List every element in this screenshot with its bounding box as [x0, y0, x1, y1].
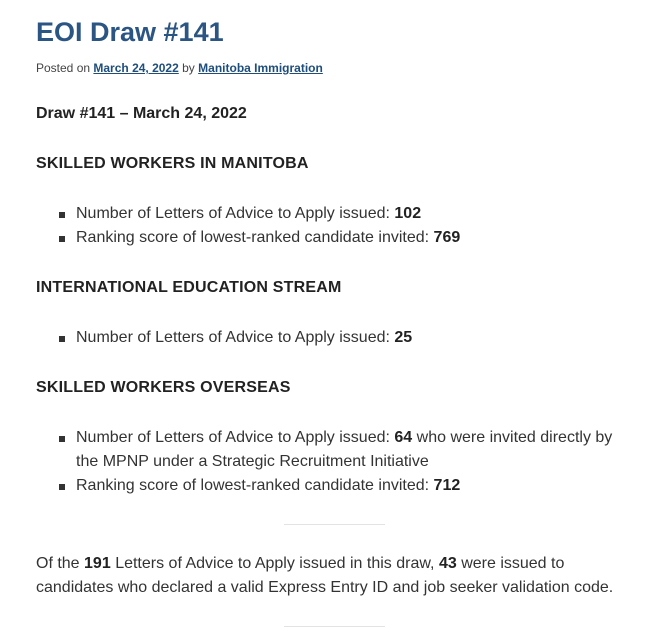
- section-heading-international-education: INTERNATIONAL EDUCATION STREAM: [36, 279, 342, 296]
- summary-part3: were issued to candidates who declared a valid Express Entry ID and job seeker validation code.: [36, 555, 614, 596]
- summary-part1: Of the: [36, 555, 80, 572]
- by-text: by: [182, 61, 195, 75]
- item-label: Ranking score of lowest-ranked candidate invited:: [76, 477, 430, 494]
- list-item: [59, 202, 619, 226]
- summary-paragraph: [36, 552, 636, 600]
- list-item: [59, 226, 619, 250]
- summary-express-entry-count: 43: [438, 555, 457, 572]
- list-item: [59, 326, 619, 350]
- item-value: 102: [394, 205, 422, 222]
- item-label: Number of Letters of Advice to Apply issued:: [76, 205, 390, 222]
- item-label: Number of Letters of Advice to Apply issued:: [76, 429, 390, 446]
- item-value: 712: [433, 477, 461, 494]
- post-meta: [36, 60, 323, 76]
- skilled-workers-overseas-list: [59, 426, 619, 498]
- item-value: 25: [394, 329, 413, 346]
- summary-part2: Letters of Advice to Apply issued in this draw,: [115, 555, 435, 572]
- divider: [284, 524, 385, 525]
- item-label: Ranking score of lowest-ranked candidate invited:: [76, 229, 430, 246]
- summary-total: 191: [84, 555, 111, 572]
- international-education-list: [59, 326, 619, 350]
- draw-heading: Draw #141 – March 24, 2022: [36, 105, 247, 122]
- post-date-link[interactable]: March 24, 2022: [93, 61, 179, 75]
- item-value: 769: [433, 229, 461, 246]
- item-label: Number of Letters of Advice to Apply issued:: [76, 329, 390, 346]
- item-value: 64: [394, 429, 413, 446]
- list-item: [59, 474, 619, 498]
- post-title: EOI Draw #141: [36, 17, 224, 47]
- posted-on-text: Posted on: [36, 61, 91, 75]
- list-item: [59, 426, 619, 474]
- divider: [284, 626, 385, 627]
- section-heading-skilled-workers-manitoba: SKILLED WORKERS IN MANITOBA: [36, 155, 309, 172]
- skilled-workers-manitoba-list: [59, 202, 619, 250]
- item-suffix: who were invited directly by the MPNP under a Strategic Recruitment Initiative: [76, 429, 613, 470]
- section-heading-skilled-workers-overseas: SKILLED WORKERS OVERSEAS: [36, 379, 291, 396]
- author-link[interactable]: Manitoba Immigration: [198, 61, 323, 75]
